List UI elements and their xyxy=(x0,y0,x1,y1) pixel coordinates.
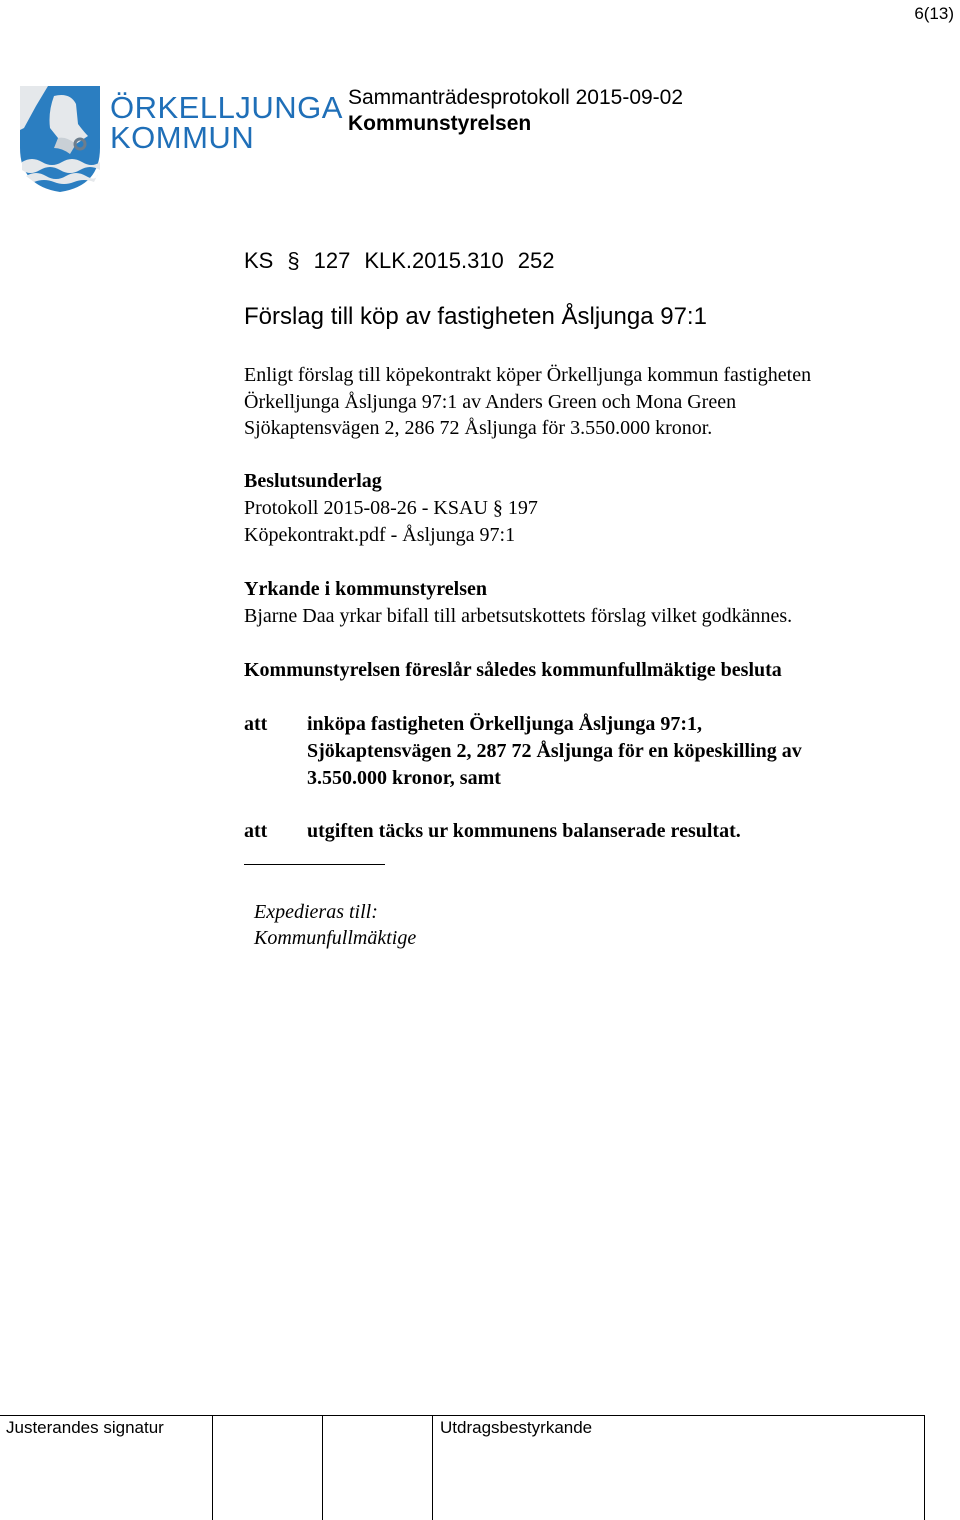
shield-icon xyxy=(18,78,102,194)
case-reference xyxy=(244,248,569,274)
decision-att: att xyxy=(244,820,268,842)
protocol-title: Sammanträdesprotokoll 2015-09-02 xyxy=(348,86,684,109)
intro-line: Enligt förslag till köpekontrakt köper Örkelljunga kommun fastigheten xyxy=(244,364,812,386)
protocol-body: Kommunstyrelsen xyxy=(348,112,532,135)
logo-name-line2: KOMMUN xyxy=(110,120,255,155)
case-dnr-number: 252 xyxy=(517,248,555,273)
decision-text xyxy=(307,818,741,845)
signature-box-divider xyxy=(322,1416,323,1520)
case-dnr: KLK.2015.310 xyxy=(364,248,504,273)
separator-line xyxy=(244,864,385,865)
decision-line: 3.550.000 kronor, samt xyxy=(307,767,501,789)
beslutsunderlag-item: Köpekontrakt.pdf - Åsljunga 97:1 xyxy=(244,524,516,546)
logo-name-line1: ÖRKELLJUNGA xyxy=(110,90,343,125)
utdrag-label: Utdragsbestyrkande xyxy=(440,1418,593,1437)
footer-divider xyxy=(0,1415,925,1416)
proposal-heading: Kommunstyrelsen föreslår således kommunfullmäktige besluta xyxy=(244,659,782,681)
intro-paragraph xyxy=(244,362,811,442)
section-symbol: § xyxy=(287,248,300,273)
case-number: 127 xyxy=(313,248,351,273)
signature-label: Justerandes signatur xyxy=(6,1418,164,1437)
decision-line: utgiften täcks ur kommunens balanserade resultat. xyxy=(307,820,741,842)
intro-line: Örkelljunga Åsljunga 97:1 av Anders Green och Mona Green xyxy=(244,390,737,413)
decision-line: Sjökaptensvägen 2, 287 72 Åsljunga för en köpeskilling av xyxy=(307,740,802,762)
decision-line: inköpa fastigheten Örkelljunga Åsljunga 97:1, xyxy=(307,713,703,735)
yrkande-text: Bjarne Daa yrkar bifall till arbetsutskottets förslag vilket godkännes. xyxy=(244,605,793,627)
beslutsunderlag-item: Protokoll 2015-08-26 - KSAU § 197 xyxy=(244,497,538,519)
decision-text xyxy=(307,711,802,792)
yrkande-heading: Yrkande i kommunstyrelsen xyxy=(244,578,487,600)
expedieras-label: Expedieras till: xyxy=(254,901,378,923)
expedieras-value: Kommunfullmäktige xyxy=(254,927,417,949)
signature-box-divider xyxy=(212,1416,213,1520)
page-number: 6(13) xyxy=(914,4,954,23)
intro-line: Sjökaptensvägen 2, 286 72 Åsljunga för 3.550.000 kronor. xyxy=(244,417,713,439)
municipality-logo xyxy=(18,78,343,194)
beslutsunderlag-heading: Beslutsunderlag xyxy=(244,470,382,492)
signature-box-divider xyxy=(432,1416,433,1520)
page-title: Förslag till köp av fastigheten Åsljunga 97:1 xyxy=(244,303,707,330)
signature-box-divider xyxy=(924,1416,925,1520)
case-ks: KS xyxy=(244,248,274,273)
decision-att: att xyxy=(244,713,268,735)
